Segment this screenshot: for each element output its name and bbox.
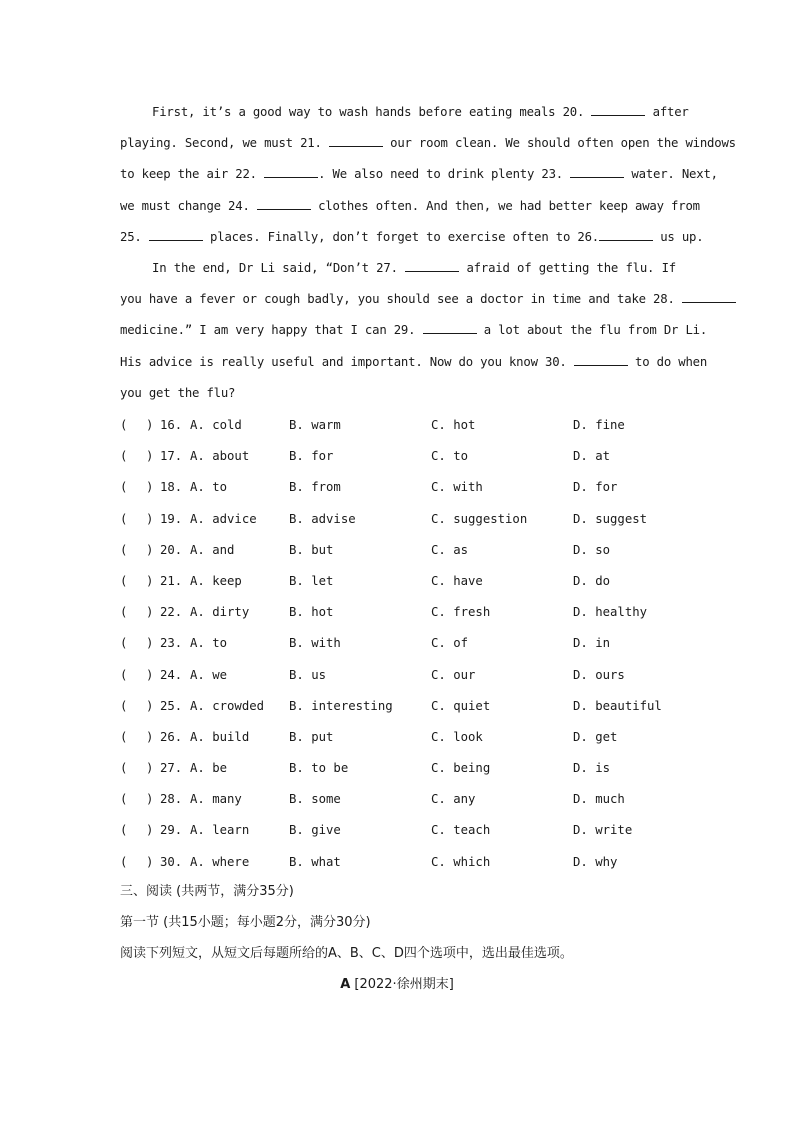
option-c: C. of [431, 636, 469, 651]
answer-blank [423, 323, 477, 334]
question-options-list [120, 410, 680, 878]
question-row [120, 660, 680, 691]
answer-paren-open: ( [120, 449, 128, 464]
option-a: A. crowded [190, 698, 265, 713]
option-b: B. let [289, 573, 334, 588]
passage-source: [2022·徐州期末] [354, 977, 454, 992]
passage-paragraph-2 [120, 253, 708, 409]
question-row [120, 504, 680, 535]
answer-paren-open: ( [120, 761, 128, 776]
answer-blank [329, 136, 383, 147]
question-row [120, 847, 680, 878]
answer-paren-open: ( [120, 511, 128, 526]
answer-paren-open: ( [120, 854, 128, 869]
option-c: C. have [431, 573, 483, 588]
answer-paren-close: ) [146, 449, 154, 464]
question-number: 26. [160, 729, 183, 744]
answer-paren-close: ) [146, 792, 154, 807]
passage-line: In the end, Dr Li said, “Don’t 27. afraid of getting the flu. If [152, 261, 676, 275]
passage-line: His advice is really useful and important. Now do you know 30. to do when [120, 354, 708, 369]
option-b: B. but [289, 542, 334, 557]
option-c: C. teach [431, 823, 491, 838]
answer-paren-close: ) [146, 761, 154, 776]
option-d: D. for [573, 480, 618, 495]
answer-blank [264, 167, 318, 178]
answer-blank [682, 292, 736, 303]
option-c: C. suggestion [431, 511, 528, 526]
option-b: B. some [289, 792, 341, 807]
answer-blank [570, 167, 624, 178]
option-a: A. we [190, 667, 228, 682]
option-a: A. and [190, 542, 235, 557]
question-row [120, 472, 680, 503]
answer-blank [599, 230, 653, 241]
answer-paren-close: ) [146, 573, 154, 588]
option-d: D. ours [573, 667, 625, 682]
passage-line: playing. Second, we must 21. our room clean. We should often open the windows [120, 136, 736, 151]
option-d: D. at [573, 449, 611, 464]
option-c: C. which [431, 854, 491, 869]
option-c: C. to [431, 449, 469, 464]
question-number: 28. [160, 792, 183, 807]
passage-line: First, it’s a good way to wash hands before eating meals 20. after [152, 105, 689, 119]
option-a: A. dirty [190, 605, 250, 620]
question-number: 24. [160, 667, 183, 682]
question-number: 19. [160, 511, 183, 526]
question-row [120, 784, 680, 815]
passage-letter: A [340, 977, 351, 992]
option-c: C. look [431, 729, 483, 744]
option-d: D. much [573, 792, 625, 807]
option-d: D. healthy [573, 605, 648, 620]
question-number: 30. [160, 854, 183, 869]
answer-paren-close: ) [146, 605, 154, 620]
answer-blank [591, 105, 645, 116]
question-row [120, 628, 680, 659]
option-c: C. any [431, 792, 476, 807]
question-row [120, 566, 680, 597]
option-c: C. quiet [431, 698, 491, 713]
passage-line: medicine.” I am very happy that I can 29. a lot about the flu from Dr Li. [120, 323, 708, 338]
answer-paren-close: ) [146, 729, 154, 744]
question-number: 23. [160, 636, 183, 651]
passage-line: we must change 24. clothes often. And then, we had better keep away from [120, 198, 700, 213]
question-number: 21. [160, 573, 183, 588]
passage-line: 25. places. Finally, don’t forget to exercise often to 26. us up. [120, 229, 704, 244]
option-c: C. being [431, 761, 491, 776]
question-row [120, 410, 680, 441]
option-c: C. as [431, 542, 469, 557]
answer-paren-close: ) [146, 418, 154, 432]
option-a: A. be [190, 761, 228, 776]
answer-blank [149, 230, 203, 241]
option-a: A. about [190, 449, 250, 464]
option-a: A. keep [190, 573, 242, 588]
option-b: B. from [289, 480, 341, 495]
answer-paren-open: ( [120, 698, 128, 713]
option-b: B. what [289, 854, 341, 869]
answer-paren-close: ) [146, 823, 154, 838]
answer-paren-open: ( [120, 823, 128, 838]
question-row [120, 597, 680, 628]
option-d: D. is [573, 761, 611, 776]
question-number: 29. [160, 823, 183, 838]
answer-blank [405, 261, 459, 272]
answer-paren-open: ( [120, 636, 128, 651]
option-b: B. to be [289, 761, 349, 776]
answer-paren-close: ) [146, 480, 154, 495]
option-a: A. to [190, 480, 228, 495]
option-a: A. cold [190, 418, 242, 432]
section-heading: 三、阅读 (共两节，满分35分) [120, 884, 294, 899]
answer-paren-open: ( [120, 542, 128, 557]
question-number: 20. [160, 542, 183, 557]
option-b: B. warm [289, 418, 341, 432]
question-number: 27. [160, 761, 183, 776]
option-b: B. with [289, 636, 341, 651]
option-c: C. our [431, 667, 476, 682]
option-a: A. learn [190, 823, 250, 838]
answer-paren-open: ( [120, 418, 128, 432]
question-number: 18. [160, 480, 183, 495]
question-number: 17. [160, 449, 183, 464]
option-b: B. put [289, 729, 334, 744]
question-number: 25. [160, 698, 183, 713]
option-b: B. hot [289, 605, 334, 620]
option-d: D. suggest [573, 511, 648, 526]
option-a: A. advice [190, 511, 257, 526]
answer-paren-open: ( [120, 792, 128, 807]
answer-paren-close: ) [146, 511, 154, 526]
passage-line: you have a fever or cough badly, you should see a doctor in time and take 28. [120, 284, 676, 315]
question-row [120, 753, 680, 784]
option-d: D. write [573, 823, 633, 838]
answer-paren-close: ) [146, 542, 154, 557]
answer-blank [257, 199, 311, 210]
answer-paren-open: ( [120, 573, 128, 588]
option-b: B. for [289, 449, 334, 464]
option-c: C. hot [431, 418, 476, 432]
option-b: B. advise [289, 511, 356, 526]
question-row [120, 691, 680, 722]
passage-paragraph-1 [120, 97, 736, 253]
option-d: D. get [573, 729, 618, 744]
question-number: 22. [160, 605, 183, 620]
question-number: 16. [160, 418, 183, 432]
question-row [120, 815, 680, 846]
option-a: A. build [190, 729, 250, 744]
section-instruction: 阅读下列短文，从短文后每题所给的A、B、C、D四个选项中，选出最佳选项。 [120, 946, 573, 961]
option-d: D. in [573, 636, 611, 651]
option-b: B. interesting [289, 698, 393, 713]
option-a: A. where [190, 854, 250, 869]
passage-line: you get the flu? [120, 385, 236, 400]
option-a: A. many [190, 792, 242, 807]
answer-paren-open: ( [120, 729, 128, 744]
answer-paren-close: ) [146, 636, 154, 651]
option-d: D. do [573, 573, 611, 588]
option-b: B. give [289, 823, 341, 838]
section-part-heading: 第一节 (共15小题；每小题2分，满分30分) [120, 915, 371, 930]
answer-paren-open: ( [120, 480, 128, 495]
question-row [120, 441, 680, 472]
answer-blank [574, 355, 628, 366]
option-b: B. us [289, 667, 327, 682]
option-d: D. beautiful [573, 698, 662, 713]
question-row [120, 722, 680, 753]
option-d: D. so [573, 542, 611, 557]
option-c: C. fresh [431, 605, 491, 620]
question-row [120, 535, 680, 566]
option-a: A. to [190, 636, 228, 651]
answer-paren-open: ( [120, 667, 128, 682]
option-d: D. why [573, 854, 618, 869]
passage-line: to keep the air 22. . We also need to drink plenty 23. water. Next, [120, 167, 718, 182]
answer-paren-close: ) [146, 667, 154, 682]
option-d: D. fine [573, 418, 625, 432]
passage-label [0, 975, 794, 995]
option-c: C. with [431, 480, 483, 495]
answer-paren-open: ( [120, 605, 128, 620]
answer-paren-close: ) [146, 698, 154, 713]
answer-paren-close: ) [146, 854, 154, 869]
